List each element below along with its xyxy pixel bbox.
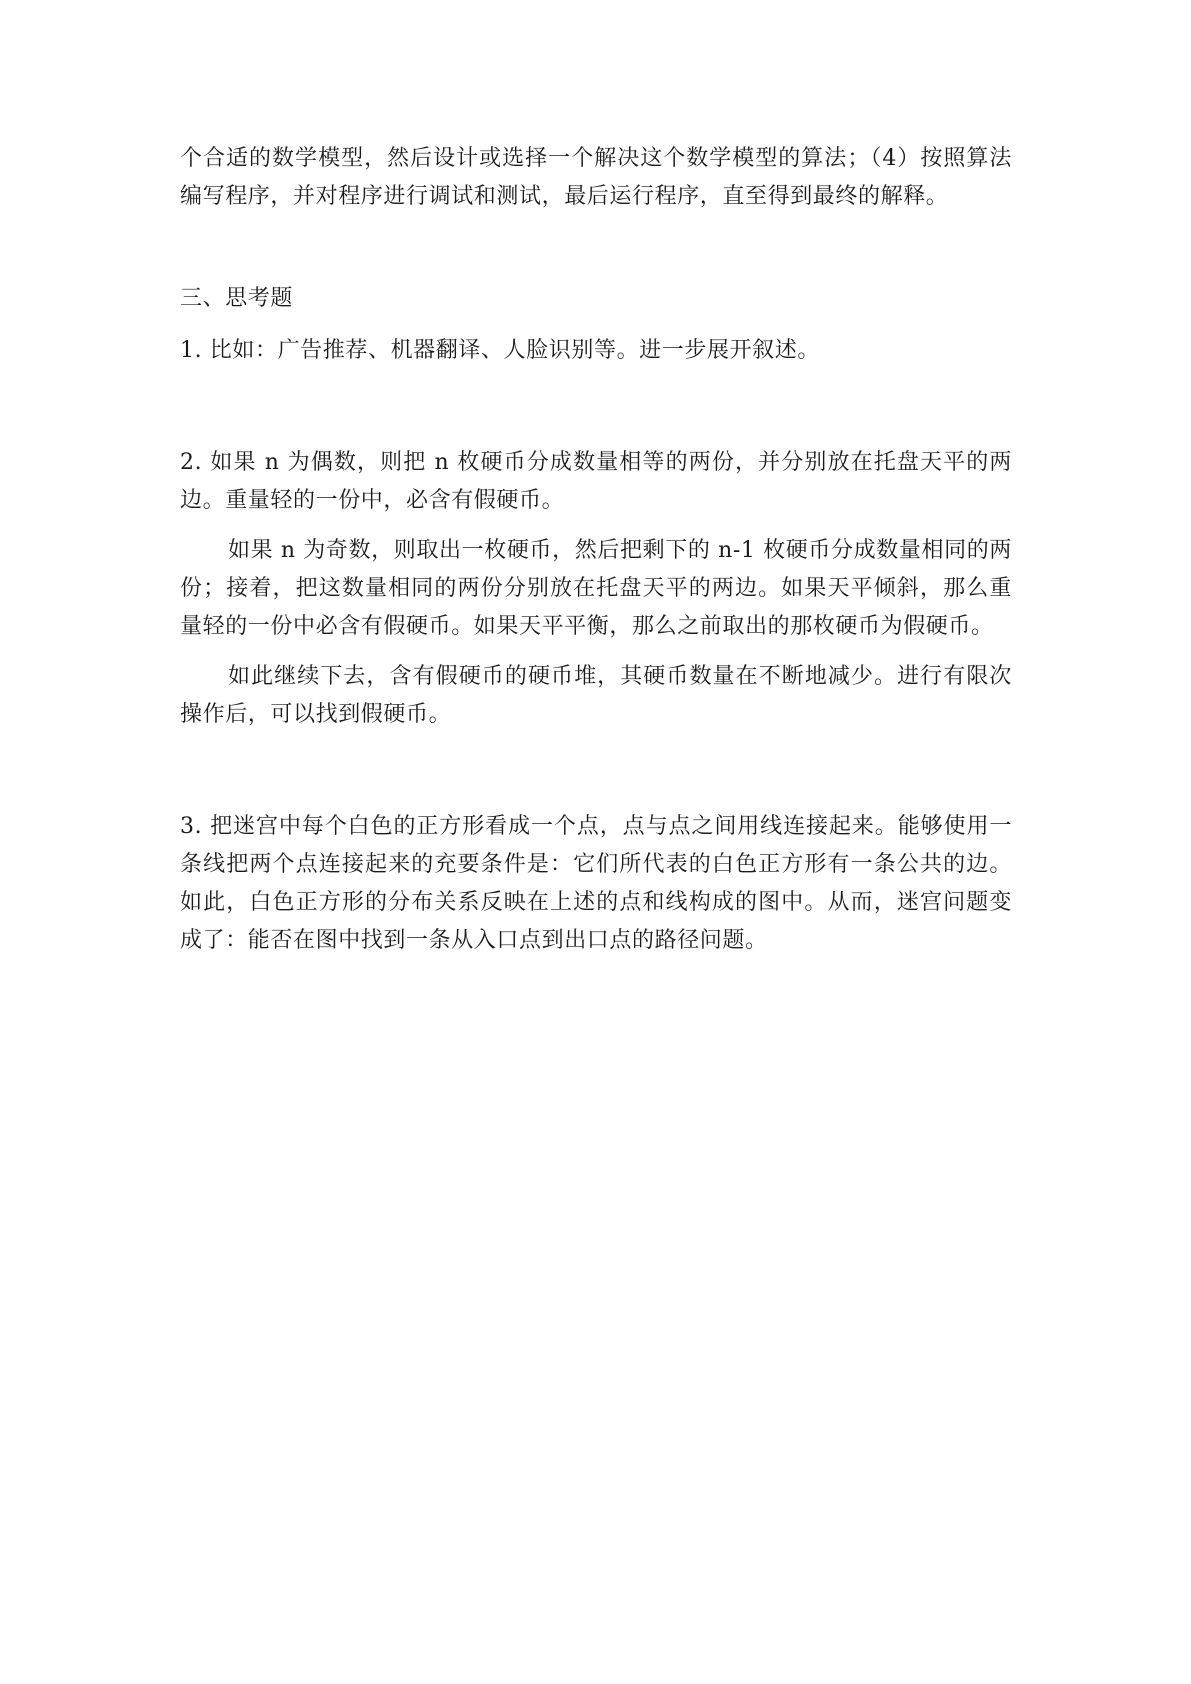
answer-3-paragraph: 3. 把迷宫中每个白色的正方形看成一个点，点与点之间用线连接起来。能够使用一条线把两个点连接起来的充要条件是：它们所代表的白色正方形有一条公共的边。如此，白色正方形的分布关系反映在上述的点和线构成的图中。从而，迷宫问题变成了：能否在图中找到一条从入口点到出口点的路径问题。: [180, 814, 1012, 953]
answer-2-paragraph-3: 如此继续下去，含有假硬币的硬币堆，其硬币数量在不断地减少。进行有限次操作后，可以找到假硬币。: [180, 664, 1012, 727]
document-page: [180, 140, 1012, 960]
answer-2-paragraph-1: 2. 如果 n 为偶数，则把 n 枚硬币分成数量相等的两份，并分别放在托盘天平的两边。重量轻的一份中，必含有假硬币。: [180, 450, 1012, 513]
answer-1-paragraph: 1. 比如：广告推荐、机器翻译、人脸识别等。进一步展开叙述。: [180, 338, 820, 363]
section-heading: 三、思考题: [180, 286, 294, 311]
answer-2-paragraph-2: 如果 n 为奇数，则取出一枚硬币，然后把剩下的 n-1 枚硬币分成数量相同的两份；接着，把这数量相同的两份分别放在托盘天平的两边。如果天平倾斜，那么重量轻的一份中必含有假硬币。如果天平平衡，那么之前取出的那枚硬币为假硬币。: [180, 538, 1012, 639]
intro-paragraph: 个合适的数学模型，然后设计或选择一个解决这个数学模型的算法；（4）按照算法编写程序，并对程序进行调试和测试，最后运行程序，直至得到最终的解释。: [180, 146, 1012, 209]
